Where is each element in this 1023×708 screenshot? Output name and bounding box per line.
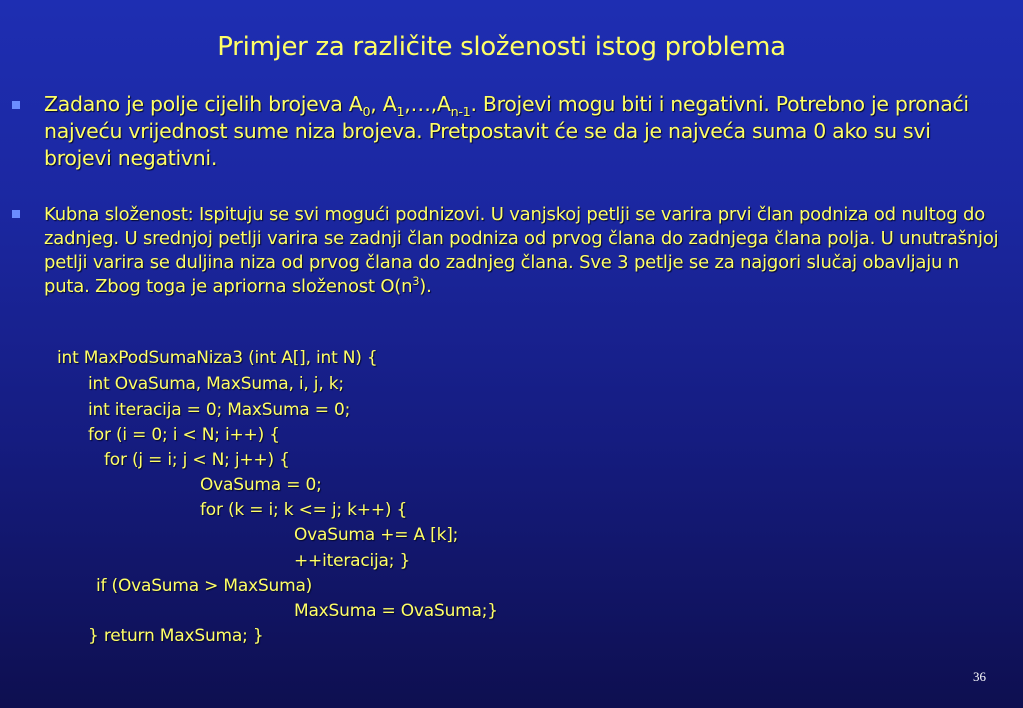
subscript-n-1: n-1: [450, 104, 471, 120]
text-run: Zadano je polje cijelih brojeva A: [44, 92, 363, 116]
code-line: } return MaxSuma; }: [88, 626, 264, 646]
page-number: 36: [973, 669, 986, 684]
code-line: int iteracija = 0; MaxSuma = 0;: [88, 400, 351, 420]
code-line: int OvaSuma, MaxSuma, i, j, k;: [88, 374, 344, 394]
text-run: ,…,A: [404, 92, 451, 116]
bullet-marker: [12, 210, 20, 218]
code-line: if (OvaSuma > MaxSuma): [96, 576, 313, 596]
code-line: for (k = i; k <= j; k++) {: [200, 500, 408, 520]
text-run: , A: [370, 92, 397, 116]
code-line: for (i = 0; i < N; i++) {: [88, 425, 280, 445]
code-line: ++iteracija; }: [294, 551, 411, 571]
subscript-1: 1: [396, 104, 405, 120]
text-run: Kubna složenost: Ispituju se svi mogući podnizovi. U vanjskoj petlji se varira prvi član podniza od nultog do zadnjeg. U srednjoj petlji varira se zadnji član podniza od prvog člana do zadnjega člana polja. U unutrašnjoj petlji varira se duljina niza od prvog člana do zadnjeg člana. Sve 3 petlje se za najgori slučaj obavljaju n puta. Zbog toga je apriorna složenost O(n: [44, 204, 999, 297]
superscript-3: 3: [412, 275, 420, 288]
code-line: OvaSuma += A [k];: [294, 525, 459, 545]
code-line: OvaSuma = 0;: [200, 475, 322, 495]
subscript-0: 0: [362, 104, 371, 120]
code-line: MaxSuma = OvaSuma;}: [294, 601, 498, 621]
code-line: for (j = i; j < N; j++) {: [104, 450, 290, 470]
bullet-paragraph-complexity: [44, 203, 1004, 299]
bullet-paragraph-problem: [44, 91, 1004, 172]
slide-title: Primjer za različite složenosti istog problema: [217, 32, 786, 62]
text-run: ).: [419, 276, 432, 297]
code-line: int MaxPodSumaNiza3 (int A[], int N) {: [57, 348, 378, 368]
text-run: . Brojevi mogu biti i negativni. Potrebno je pronaći najveću vrijednost sume niza brojeva. Pretpostavit će se da je najveća suma 0 ako su svi brojevi negativni.: [44, 92, 969, 170]
bullet-marker: [12, 101, 20, 109]
